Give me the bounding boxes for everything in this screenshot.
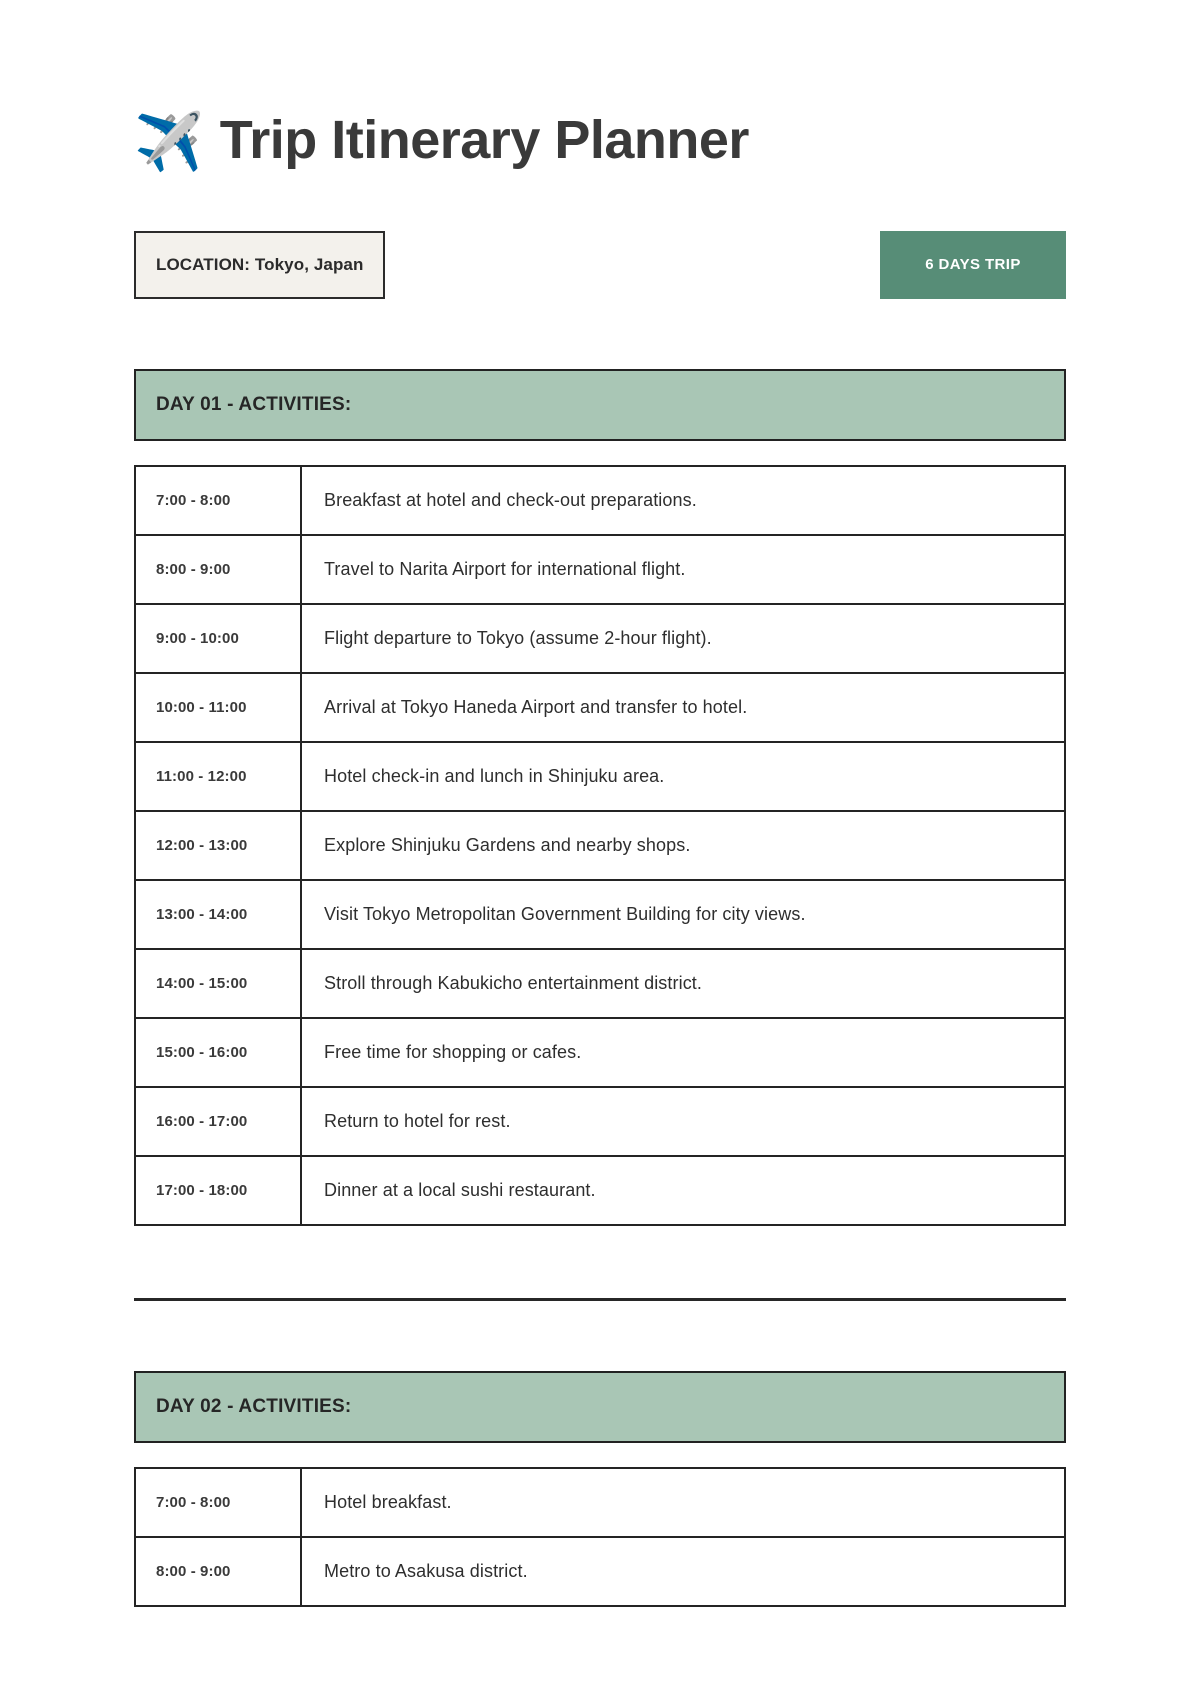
day-header — [134, 369, 1066, 441]
activity-time-cell: 13:00 - 14:00 — [135, 880, 301, 949]
activity-time-cell: 15:00 - 16:00 — [135, 1018, 301, 1087]
activity-description-cell: Metro to Asakusa district. — [301, 1537, 1065, 1606]
activity-description-cell: Dinner at a local sushi restaurant. — [301, 1156, 1065, 1225]
activity-description-cell: Hotel check-in and lunch in Shinjuku area. — [301, 742, 1065, 811]
table-row — [135, 466, 1065, 535]
activity-time-cell: 11:00 - 12:00 — [135, 742, 301, 811]
table-row — [135, 604, 1065, 673]
table-row — [135, 1018, 1065, 1087]
activity-time-cell: 9:00 - 10:00 — [135, 604, 301, 673]
activity-time-cell: 8:00 - 9:00 — [135, 535, 301, 604]
activity-time-cell: 10:00 - 11:00 — [135, 673, 301, 742]
day-divider — [134, 1298, 1066, 1301]
day-header-label: DAY 01 - ACTIVITIES: — [156, 393, 352, 415]
table-row — [135, 535, 1065, 604]
table-row — [135, 742, 1065, 811]
activity-time-cell: 12:00 - 13:00 — [135, 811, 301, 880]
activity-description-cell: Stroll through Kabukicho entertainment district. — [301, 949, 1065, 1018]
location-label: LOCATION: Tokyo, Japan — [156, 254, 364, 274]
table-row — [135, 1087, 1065, 1156]
meta-row — [134, 231, 1066, 299]
table-row — [135, 880, 1065, 949]
activity-time-cell: 8:00 - 9:00 — [135, 1537, 301, 1606]
location-box — [134, 231, 385, 299]
activity-time-cell: 16:00 - 17:00 — [135, 1087, 301, 1156]
activity-time-cell: 7:00 - 8:00 — [135, 466, 301, 535]
page-header — [134, 0, 1066, 174]
activity-description-cell: Visit Tokyo Metropolitan Government Building for city views. — [301, 880, 1065, 949]
day-section — [134, 1371, 1066, 1607]
table-row — [135, 1156, 1065, 1225]
activity-time-cell: 7:00 - 8:00 — [135, 1468, 301, 1537]
activity-description-cell: Arrival at Tokyo Haneda Airport and transfer to hotel. — [301, 673, 1065, 742]
activity-description-cell: Breakfast at hotel and check-out preparations. — [301, 466, 1065, 535]
day-section — [134, 369, 1066, 1226]
activity-table — [134, 465, 1066, 1226]
table-row — [135, 949, 1065, 1018]
days-container — [134, 369, 1066, 1607]
activity-description-cell: Travel to Narita Airport for international flight. — [301, 535, 1065, 604]
activity-description-cell: Explore Shinjuku Gardens and nearby shops. — [301, 811, 1065, 880]
activity-description-cell: Return to hotel for rest. — [301, 1087, 1065, 1156]
table-row — [135, 1468, 1065, 1537]
activity-description-cell: Hotel breakfast. — [301, 1468, 1065, 1537]
activity-description-cell: Flight departure to Tokyo (assume 2-hour flight). — [301, 604, 1065, 673]
activity-description-cell: Free time for shopping or cafes. — [301, 1018, 1065, 1087]
table-row — [135, 811, 1065, 880]
airplane-icon: ✈️ — [134, 110, 204, 174]
table-row — [135, 1537, 1065, 1606]
day-header-label: DAY 02 - ACTIVITIES: — [156, 1395, 352, 1417]
day-header — [134, 1371, 1066, 1443]
page-title: Trip Itinerary Planner — [219, 110, 749, 170]
activity-table — [134, 1467, 1066, 1607]
days-trip-badge-label: 6 DAYS TRIP — [925, 256, 1021, 274]
activity-time-cell: 14:00 - 15:00 — [135, 949, 301, 1018]
days-trip-badge — [880, 231, 1066, 299]
activity-time-cell: 17:00 - 18:00 — [135, 1156, 301, 1225]
table-row — [135, 673, 1065, 742]
